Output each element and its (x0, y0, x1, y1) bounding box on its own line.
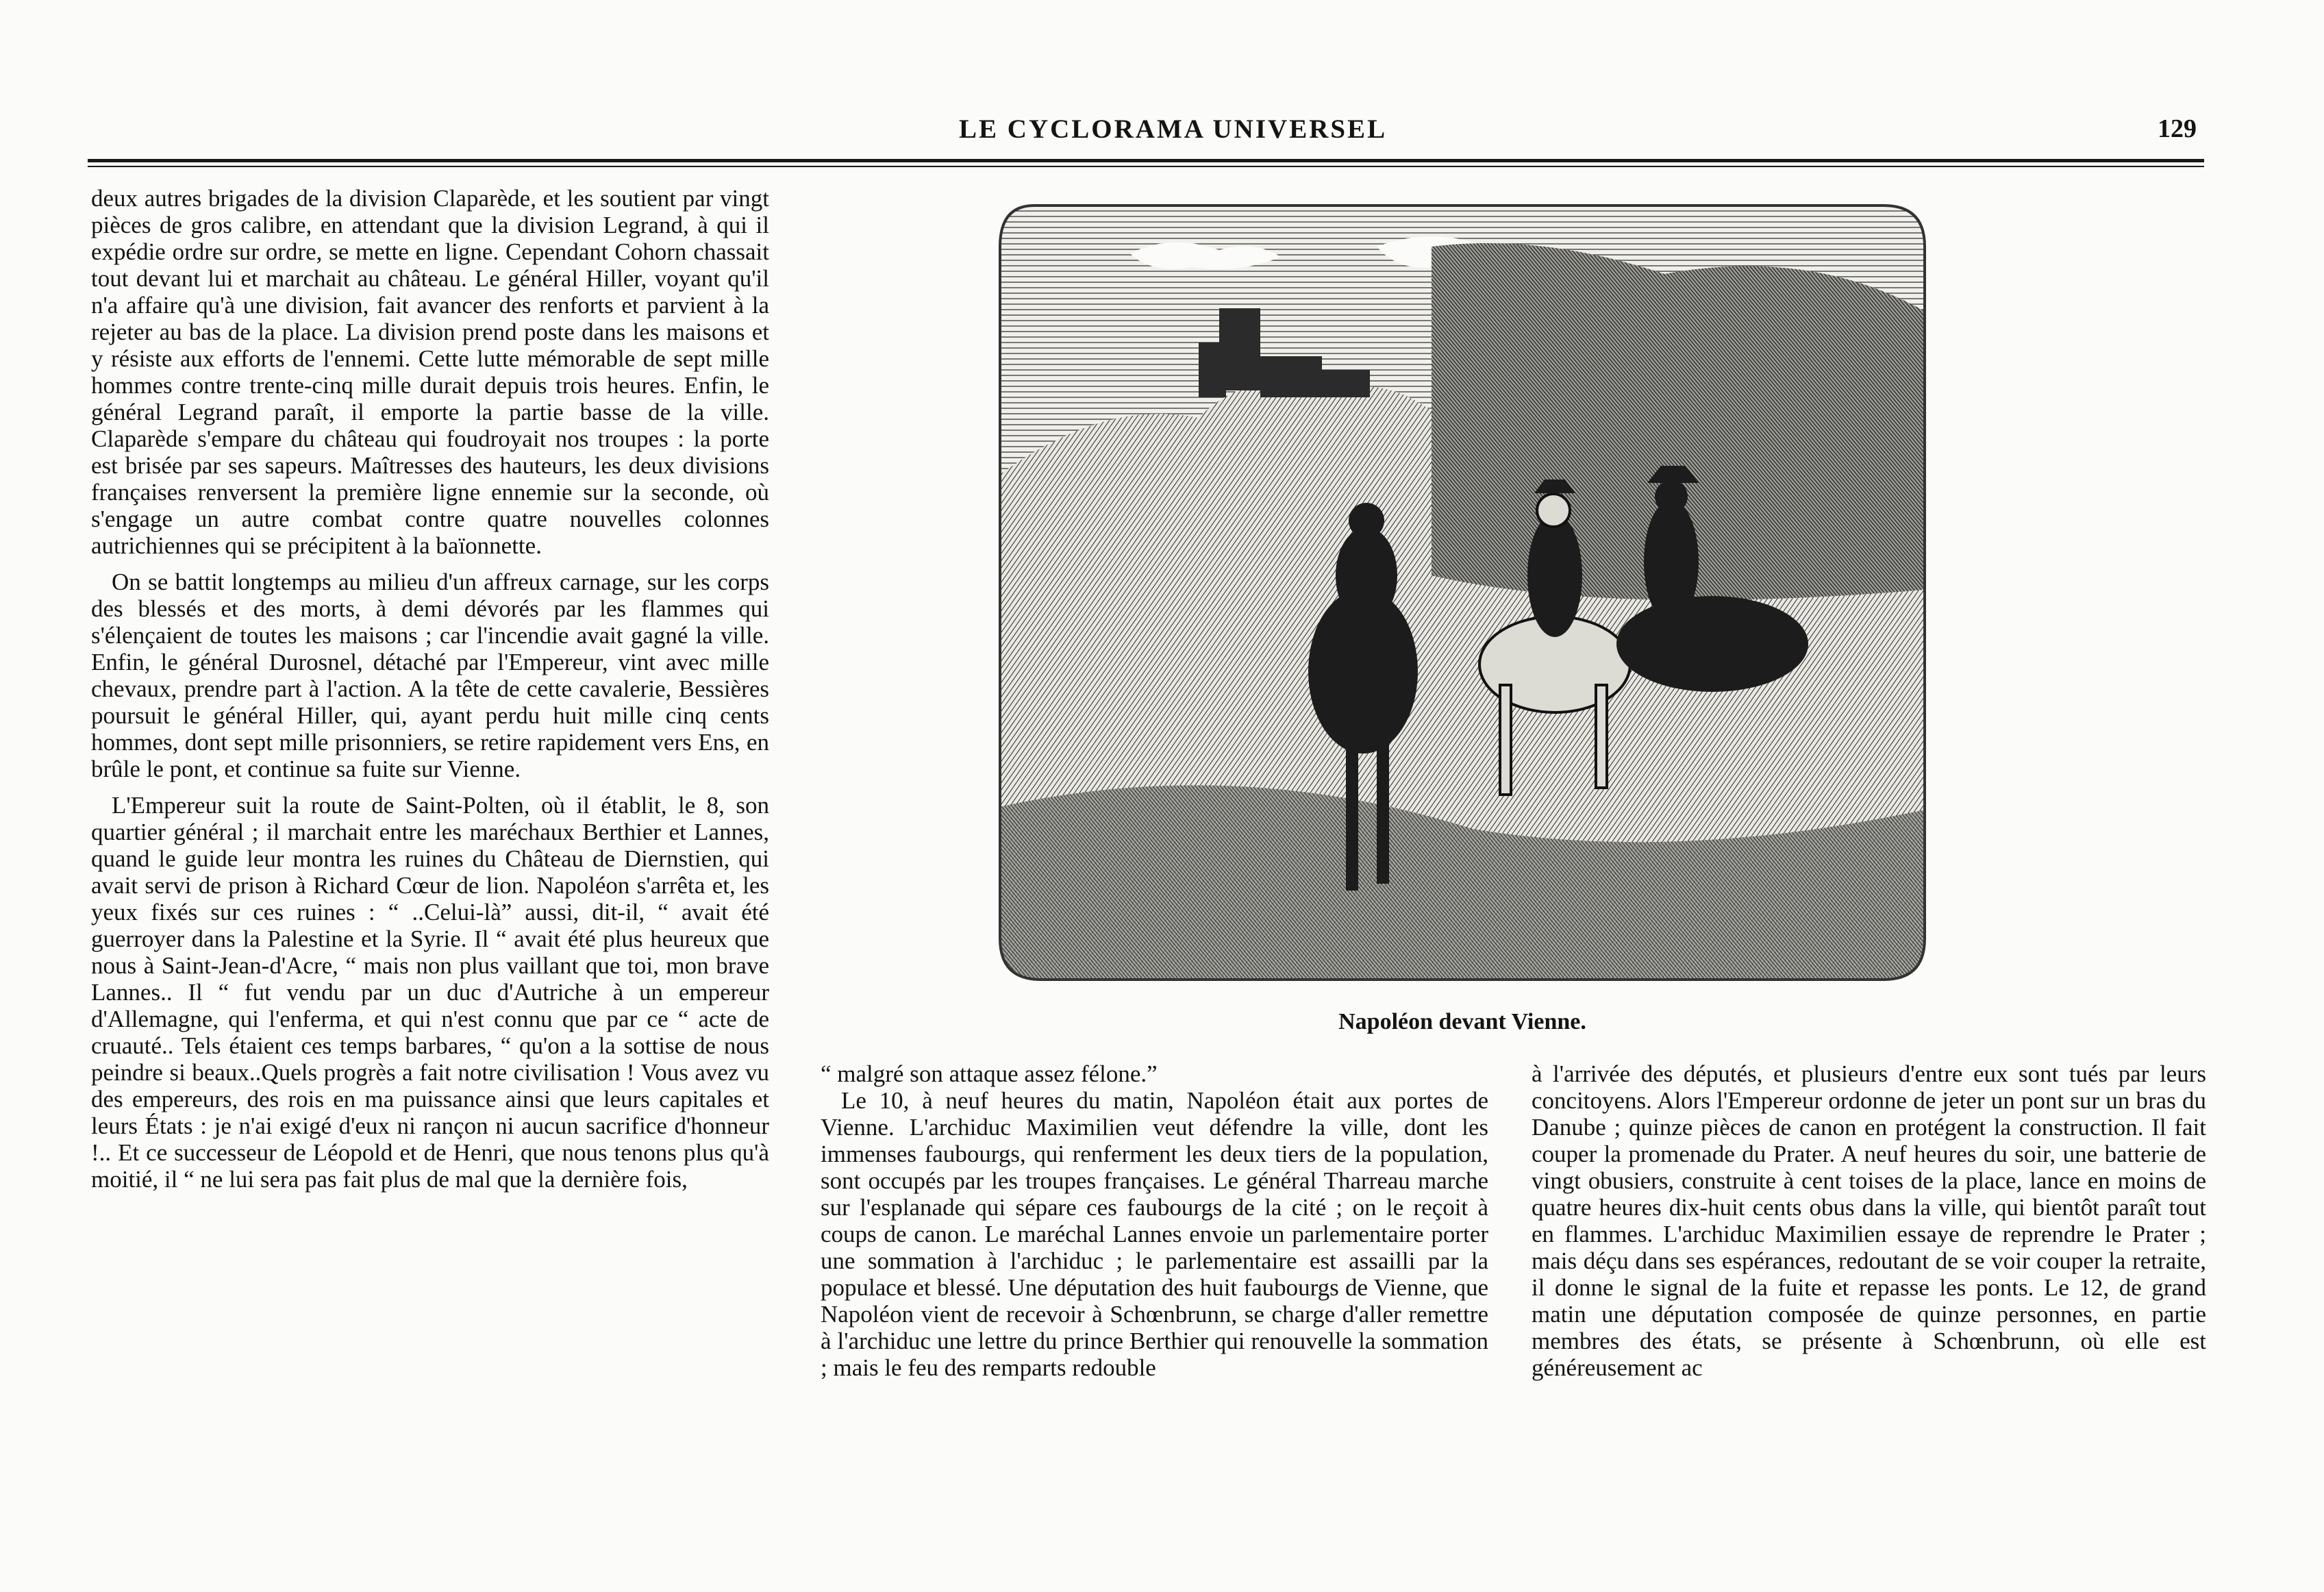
paragraph: Le 10, à neuf heures du matin, Napoléon était aux portes de Vienne. L'archiduc Maximilien veut défendre la ville, dont les immenses faubourgs, qui renferment les deux tiers de la population, sont occupés par les troupes françaises. Le général Tharreau marche sur l'esplanade qui sépare ces faubourgs de la cité ; on le reçoit à coups de canon. Le maréchal Lannes envoie un parlementaire porter une sommation à l'archiduc ; le parlementaire est assailli par la populace et blessé. Une députation des huit faubourgs de Vienne, que Napoléon vient de recevoir à Schœnbrunn, se charge d'aller remettre à l'archiduc une lettre du prince Berthier qui renouvelle la sommation ; mais le feu des remparts redouble (821, 1087, 1488, 1381)
running-header-title: LE CYCLORAMA UNIVERSEL (959, 114, 1388, 144)
text-column-left (91, 185, 769, 1445)
text-column-right (1532, 1060, 2206, 1444)
page-number: 129 (2158, 114, 2197, 143)
paragraph: L'Empereur suit la route de Saint-Polten, où il établit, le 8, son quartier général ; il marchait entre les maréchaux Berthier et Lannes, quand le guide leur montra les ruines du Château de Diernstien, qui avait servi de prison à Richard Cœur de lion. Napoléon s'arrêta et, les yeux fixés sur ces ruines : “ ..Celui-là” aussi, dit-il, “ avait été guerroyer dans la Palestine et la Syrie. Il “ avait été plus heureux que nous à Saint-Jean-d'Acre, “ mais non plus vaillant que toi, mon brave Lannes.. Il “ fut vendu par un duc d'Autriche à un empereur d'Allemagne, qui l'enferma, et qui n'est connu que par ce “ acte de cruauté.. Tels étaient ces temps barbares, “ qu'on a la sottise de nous peindre si beaux..Quels progrès a fait notre civilisation ! Vous avez vu des empereurs, des rois en ma puissance ainsi que leurs capitales et leurs États : je n'ai exigé d'eux ni rançon ni aucun sacrifice d'honneur !.. Et ce successeur de Léopold et de Henri, que nous tenons plus qu'à moitié, il “ ne lui sera pas fait plus de mal que la dernière fois, (91, 792, 769, 1193)
paragraph: “ malgré son attaque assez félone.” (821, 1060, 1158, 1087)
paragraph: On se battit longtemps au milieu d'un affreux carnage, sur les corps des blessés et des morts, à demi dévorés par les flammes qui s'élençaient de toutes les maisons ; car l'incendie avait gagné la ville. Enfin, le général Durosnel, détaché par l'Empereur, vint avec mille chevaux, prendre part à l'action. A la tête de cette cavalerie, Bessières poursuit le général Hiller, qui, ayant perdu huit mille cinq cents hommes, dont sept mille prisonniers, se retire rapidement vers Ens, en brûle le pont, et continue sa fuite sur Vienne. (91, 569, 769, 782)
paragraph: deux autres brigades de la division Claparède, et les soutient par vingt pièces de gros calibre, en attendant que la division Legrand, à qui il expédie ordre sur ordre, se mette en ligne. Cependant Cohorn chassait tout devant lui et marchait au château. Le général Hiller, voyant qu'il n'a affaire qu'à une division, fait avancer des renforts et parvient à la rejeter au bas de la place. La division prend poste dans les maisons et y résiste aux efforts de l'ennemi. Cette lutte mémorable de sept mille hommes contre trente-cinq mille durait depuis trois heures. Enfin, le général Legrand paraît, il emporte la partie basse de la ville. Claparède s'empare du château qui foudroyait nos troupes : la porte est brisée par ses sapeurs. Maîtresses des hauteurs, les deux divisions françaises renversent la première ligne ennemie sur la seconde, où s'engage un autre combat contre quatre nouvelles colonnes autrichiennes qui se précipitent à la baïonnette. (91, 185, 769, 559)
paragraph: à l'arrivée des députés, et plusieurs d'entre eux sont tués par leurs concitoyens. Alors l'Empereur ordonne de jeter un pont sur un bras du Danube ; quinze pièces de canon en protégent la construction. Il fait couper la promenade du Prater. A neuf heures du soir, une batterie de vingt obusiers, construite à cent toises de la place, lance en moins de quatre heures dix-huit cents obus dans la ville, qui bientôt paraît tout en flammes. L'archiduc Maximilien essaye de reprendre le Prater ; mais déçu dans ses espérances, redoutant de se voir couper la retraite, il donne le signal de la fuite et repasse les ponts. Le 12, de grand matin une députation composée de quinze personnes, en partie membres des états, se présente à Schœnbrunn, où elle est généreusement ac (1532, 1060, 2206, 1381)
header-rule (88, 159, 2204, 162)
text-column-middle (821, 1060, 1488, 1444)
engraving-illustration (993, 192, 1932, 993)
illustration-caption: Napoléon devant Vienne. (1338, 1009, 1586, 1034)
header-rule-thin (88, 166, 2204, 167)
